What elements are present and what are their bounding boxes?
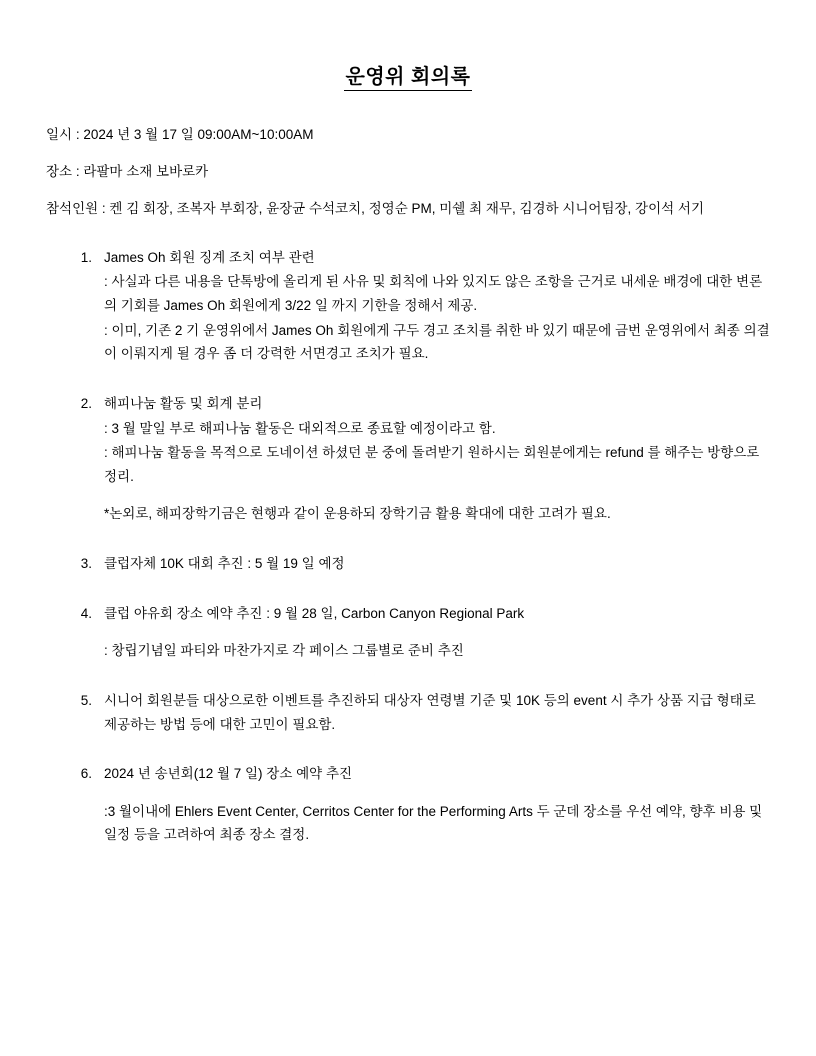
- item-number: 4.: [80, 605, 92, 621]
- list-item: [66, 602, 770, 663]
- item-heading: 해피나눔 활동 및 회계 분리: [104, 395, 263, 411]
- item-heading: 클럽 야유회 장소 예약 추진 : 9 월 28 일, Carbon Canyon Regional Park: [104, 605, 525, 621]
- meta-datetime: 일시 : 2024 년 3 월 17 일 09:00AM~10:00AM: [46, 127, 314, 142]
- page-title-text: 운영위 회의록: [344, 66, 473, 91]
- item-heading: 2024 년 송년회(12 월 7 일) 장소 예약 추진: [104, 766, 353, 782]
- item-detail: :3 월이내에 Ehlers Event Center, Cerritos Center for the Performing Arts 두 군데 장소를 우선 예약, 향후 비용 및 일정 등을 고려하여 최종 장소 결정.: [104, 803, 763, 843]
- page-title: [46, 60, 770, 91]
- item-detail: : 3 월 말일 부로 해피나눔 활동은 대외적으로 종료할 예정이라고 함.: [104, 420, 496, 436]
- item-heading: James Oh 회원 징계 조치 여부 관련: [104, 249, 315, 265]
- list-item: [66, 392, 770, 526]
- list-item: [66, 762, 770, 847]
- item-detail: : 이미, 기존 2 기 운영위에서 James Oh 회원에게 구두 경고 조치를 취한 바 있기 때문에 금번 운영위에서 최종 의결이 이뤄지게 될 경우 좀 더 강력한 서면경고 조치가 필요.: [104, 322, 770, 362]
- item-number: 2.: [80, 395, 92, 411]
- list-item: [66, 552, 770, 576]
- item-number: 3.: [80, 556, 92, 572]
- item-heading: 클럽자체 10K 대회 추진 : 5 월 19 일 예정: [104, 556, 345, 572]
- item-detail: : 창립기념일 파티와 마찬가지로 각 페이스 그룹별로 준비 추진: [104, 643, 464, 659]
- item-detail: : 사실과 다른 내용을 단톡방에 올리게 된 사유 및 회칙에 나와 있지도 않은 조항을 근거로 내세운 배경에 대한 변론의 기회를 James Oh 회원에게 3/22 일 까지 기한을 정해서 제공.: [104, 274, 763, 314]
- agenda-list: [46, 246, 770, 847]
- meta-location: 장소 : 라팔마 소재 보바로카: [46, 163, 209, 179]
- item-number: 1.: [80, 249, 92, 265]
- meeting-metadata: [46, 125, 770, 220]
- list-item: [66, 246, 770, 366]
- meta-attendees: 참석인원 : 켄 김 회장, 조복자 부회장, 윤장균 수석코치, 정영순 PM, 미쉘 최 재무, 김경하 시니어팀장, 강이석 서기: [46, 200, 704, 216]
- item-number: 5.: [80, 692, 92, 708]
- list-item: [66, 689, 770, 736]
- item-number: 6.: [80, 766, 92, 782]
- item-heading: 시니어 회원분들 대상으로한 이벤트를 추진하되 대상자 연령별 기준 및 10K 등의 event 시 추가 상품 지급 형태로 제공하는 방법 등에 대한 고민이 필요함.: [104, 692, 756, 732]
- item-note: *논외로, 해피장학기금은 현행과 같이 운용하되 장학기금 활용 확대에 대한 고려가 필요.: [104, 506, 611, 522]
- item-detail: : 해피나눔 활동을 목적으로 도네이션 하셨던 분 중에 돌려받기 원하시는 회원분에게는 refund 를 해주는 방향으로 정리.: [104, 445, 760, 484]
